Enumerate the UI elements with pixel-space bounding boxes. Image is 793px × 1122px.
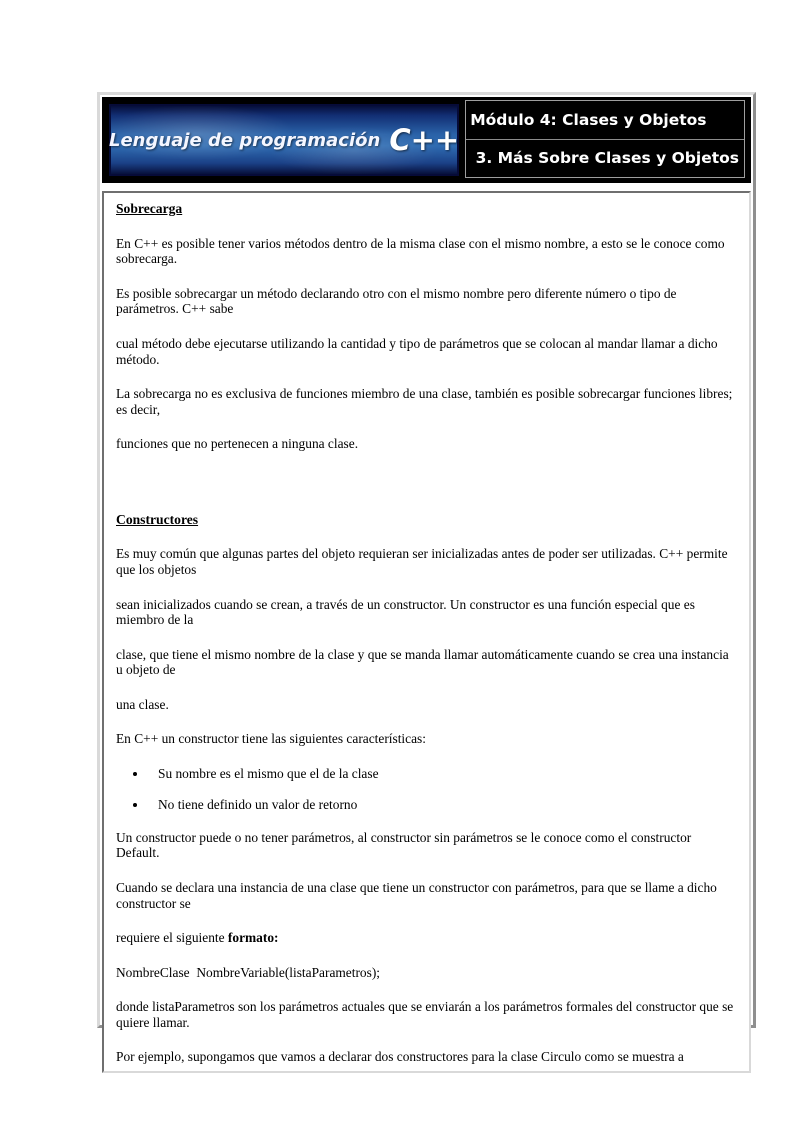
- header-banner: [102, 97, 751, 183]
- content-box: [102, 191, 751, 1073]
- constructor-format-line: NombreClase NombreVariable(listaParametros);: [116, 964, 381, 980]
- paragraph: clase, que tiene el mismo nombre de la clase y que se manda llamar automáticamente cuando se crea una instancia u objeto de: [116, 646, 729, 678]
- formato-bold-text: formato:: [227, 930, 279, 946]
- section-heading-sobrecarga: Sobrecarga: [116, 201, 183, 216]
- paragraph: Es muy común que algunas partes del objeto requieran ser inicializadas antes de poder ser utilizadas. C++ permite que los objetos: [116, 546, 728, 577]
- cpp-logo-banner: [109, 104, 459, 176]
- paragraph: funciones que no pertenecen a ninguna clase.: [116, 436, 359, 452]
- paragraph: Por ejemplo, supongamos que vamos a declarar dos constructores para la clase Circulo como se muestra a: [116, 1049, 684, 1065]
- paragraph: Un constructor puede o no tener parámetros, al constructor sin parámetros se le conoce como el constructor Default.: [116, 829, 692, 861]
- paragraph: una clase.: [116, 696, 169, 712]
- list-item: • Su nombre es el mismo que el de la clase: [148, 766, 737, 782]
- paragraph-text: requiere el siguiente: [116, 930, 228, 946]
- paragraph: La sobrecarga no es exclusiva de funciones miembro de una clase, también es posible sobrecargar funciones libres; es decir,: [116, 386, 733, 417]
- list-item: • No tiene definido un valor de retorno: [148, 797, 737, 813]
- section-heading-constructores: Constructores: [116, 511, 199, 527]
- module-title-box: [465, 100, 745, 178]
- lesson-title: 3. Más Sobre Clases y Objetos: [475, 149, 739, 168]
- paragraph: donde listaParametros son los parámetros actuales que se enviarán a los parámetros formales del constructor que se quiere llamar.: [116, 999, 734, 1030]
- section-gap: [116, 471, 737, 512]
- paragraph: En C++ un constructor tiene las siguientes características:: [116, 731, 426, 747]
- paragraph: sean inicializados cuando se crean, a través de un constructor. Un constructor es una función especial que es miembro de la: [116, 596, 695, 628]
- paragraph: En C++ es posible tener varios métodos dentro de la misma clase con el mismo nombre, a esto se le conoce como sobrecarga.: [116, 235, 725, 267]
- logo-text: Lenguaje de programación: [109, 129, 381, 151]
- logo-cpp-text: C++: [389, 123, 460, 157]
- constructor-characteristics-list: [116, 766, 737, 813]
- paragraph: cual método debe ejecutarse utilizando la cantidad y tipo de parámetros que se colocan al mandar llamar a dicho método.: [116, 335, 718, 367]
- paragraph-formato: [116, 930, 737, 946]
- paragraph: Cuando se declara una instancia de una clase que tiene un constructor con parámetros, para que se llame a dicho constructor se: [116, 880, 717, 911]
- paragraph: Es posible sobrecargar un método declarando otro con el mismo nombre pero diferente número o tipo de parámetros. C++ sabe: [116, 285, 677, 317]
- document-frame: [97, 92, 756, 1065]
- module-title: Módulo 4: Clases y Objetos: [466, 101, 744, 140]
